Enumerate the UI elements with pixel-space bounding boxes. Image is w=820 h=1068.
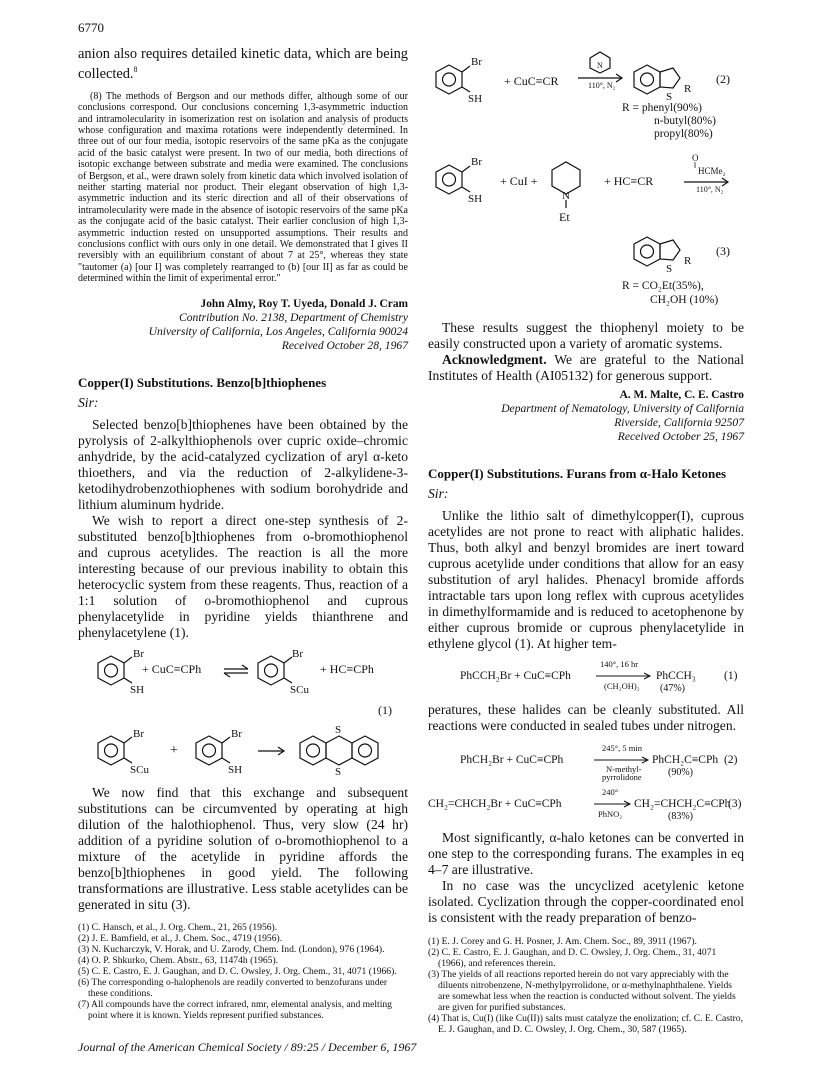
paragraph: peratures, these halides can be cleanly substituted. All reactions were conducted in sealed tubes under nitrogen. (428, 702, 744, 733)
eq2-yield: propyl(80%) (654, 128, 713, 140)
reaction-solvent: pyrrolidone (602, 772, 642, 782)
svg-text:S: S (335, 765, 342, 778)
reaction-reactants: PhCH₂Br + CuC≡CPh (460, 754, 564, 766)
svg-text:SH: SH (468, 193, 483, 205)
eq2-yield: R = phenyl(90%) (622, 102, 702, 114)
reaction-conditions: 140°, 16 hr (600, 659, 639, 669)
paragraph: We wish to report a direct one-step synthesis of 2-substituted benzo[b]thiophenes from o-bromothiophenol and cuprous acetylides. The reaction is all the more interesting because of our previous inability to obtain this heterocyclic system from these reagents. Thus, reaction of a 1:1 solution of o-bromothiophenol and cuprous phenylacetylide in pyridine yields thianthrene and phenylacetylene (1). (78, 512, 408, 640)
equation-2-scheme (428, 48, 744, 140)
reaction-conditions: 245°, 5 min (602, 743, 642, 753)
reaction-2 (428, 742, 744, 780)
svg-text:O: O (692, 153, 699, 163)
footnote: (4) O. P. Shkurko, Chem. Abstr., 63, 11474h (1965). (78, 954, 279, 966)
footnote: (1) E. J. Corey and G. H. Posner, J. Am. Chem. Soc., 89, 3911 (1967). (428, 936, 697, 947)
note-8: (8) The methods of Bergson and our methods differ, although some of our conclusions correspond. Our conclusions concerning 1,3-asymmetric induction and intramolecularity in isomerization rest on isolation and analysis of products whose configuration and maxima rotations were independently determined. In three out of our four media, isotopic reservoirs of the same pKa as the conjugate acid of the basic catalyst were present. In two of our media, both directions of isotopic exchange between substrate and media were examined. The conclusions of Bergson, et al., were drawn solely from kinetic data which involved isolation of neither starting material nor product. Their elegant observation of high 1,3-asymmetric induction and its steric direction and all of their observations of intramolecularity were made in the absence of isotopic reservoirs of the same pKa as the conjugate acid of the basic catalyst. Their earlier conclusion of high 1,3-asymmetric induction rested on unsupported assumptions. Their results and conclusions conflict with ours only in one detail. We demonstrated that I gives II reversibly with an equilibrium constant of about 7 at 25°, whereas they state "tautomer (a) [our I] was completely rearranged to (b) [our II] as far as could be determined within the limit of experimental error." (78, 90, 408, 285)
eq3-yield: R = CO₂Et(35%), (622, 280, 704, 292)
svg-text:SCu: SCu (290, 683, 309, 696)
right-column (428, 48, 744, 1035)
reaction-arrow (594, 756, 650, 764)
footnote: (5) C. E. Castro, E. J. Gaughan, and D. C. Owsley, J. Org. Chem., 31, 4071 (1966). (78, 965, 397, 977)
eq3-reagent-above: HCMe₂ (698, 166, 726, 176)
equation-number: (1) (378, 702, 392, 717)
svg-text:N: N (597, 61, 603, 70)
paragraph: We now find that this exchange and subsequent substitutions can be circumvented by operating at high dilution of the halothiophenol. Thus, very slow (24 hr) addition of a pyridine solution of o-bromothiophenol to a mixture of the acetylide in pyridine affords the benzo[b]thiophenes in good yield. The following transformations are illustrative. Less stable acetylides can be generated in situ (3). (78, 784, 408, 912)
reaction-3 (428, 786, 744, 822)
equation-number: (2) (716, 72, 730, 86)
author-names: John Almy, Roy T. Uyeda, Donald J. Cram (200, 297, 408, 310)
signature-block-2 (428, 388, 744, 444)
footnote: (2) C. E. Castro, E. J. Gaughan, and D. C. Owsley, J. Org. Chem., 31, 4071 (1966), and references therein. (428, 947, 717, 969)
eq3-yield: CH₂OH (10%) (650, 294, 719, 306)
reaction-1 (428, 656, 744, 696)
footnote: (3) The yields of all reactions reported herein do not vary appreciably with the diluents nitrobenzene, N-methylpyrrolidone, or α-methylnaphthalene. Yields are somewhat less when the reaction is conducted without solvent. The yields are given for purified substances. (428, 969, 736, 1013)
reaction-solvent: N-methyl- (606, 764, 642, 774)
eq1-reagent: + CuC≡CPh (142, 661, 202, 676)
svg-text:Br: Br (231, 727, 242, 740)
paragraph: Unlike the lithio salt of dimethylcopper(I), cuprous acetylides are not prone to react with aliphatic halides. Thus, both alkyl and benzyl bromides are inert toward cuprous acetylide under conditions that allow for an easy substitution of aryl halides. Phenacyl bromide affords intractable tars upon long reflex with cuprous acetylides in dimethylformamide and is reduced to acetophenone by either cuprous bromide or cuprous phenylacetylide in ethylene glycol (1). At higher tem- (428, 508, 744, 651)
svg-text:S: S (666, 91, 673, 103)
reaction-solvent: (CH₂OH)₂ (604, 681, 640, 691)
reaction-arrow (594, 800, 632, 808)
article-title: Copper(I) Substitutions. Benzo[b]thiophenes (78, 374, 327, 390)
reaction-yield: (47%) (660, 683, 685, 694)
svg-text:SCu: SCu (130, 763, 149, 776)
svg-text:Br: Br (471, 56, 482, 68)
footnote: (7) All compounds have the correct infrared, nmr, elemental analysis, and melting point where it is known. Yields represent purified substances. (78, 998, 392, 1021)
footnote: (1) C. Hansch, et al., J. Org. Chem., 21, 265 (1956). (78, 921, 278, 933)
svg-text:R: R (684, 255, 692, 267)
salutation: Sir: (78, 394, 99, 410)
svg-text:SH: SH (468, 93, 483, 105)
svg-text:+: + (170, 742, 178, 758)
svg-text:Br: Br (292, 647, 303, 660)
equation-number: (3) (728, 798, 742, 810)
paragraph: In no case was the uncyclized acetylenic ketone isolated. Cyclization through the copper-coordinated enol is consistent with the ready preparation of benzo- (428, 878, 744, 925)
footnote: (6) The corresponding o-halophenols are readily converted to benzofurans under these conditions. (78, 976, 388, 999)
reaction-conditions: 240° (602, 787, 619, 797)
svg-text:N: N (562, 190, 570, 202)
svg-text:‖: ‖ (694, 161, 697, 170)
affiliation: University of California, Los Angeles, California 90024 (148, 324, 408, 338)
page-number: 6770 (78, 20, 104, 35)
svg-text:S: S (335, 723, 342, 736)
equation-number: (2) (724, 754, 738, 766)
reaction-solvent: PhNO₂ (598, 809, 623, 819)
received-date: Received October 28, 1967 (281, 338, 408, 352)
svg-text:S: S (666, 263, 673, 275)
paragraph: Most significantly, α-halo ketones can be converted in one step to the corresponding furans. The examples in eq 4–7 are illustrative. (428, 830, 744, 877)
reaction-yield: (90%) (668, 767, 693, 778)
eq3-reagent: + HC≡CR (604, 174, 654, 188)
left-column (78, 46, 408, 1021)
svg-text:SH: SH (130, 683, 145, 696)
paragraph: Selected benzo[b]thiophenes have been obtained by the pyrolysis of 2-alkylthiophenols over cupric oxide–chromic anhydride, by the acid-catalyzed cyclization of aryl α-keto thioethers, and via the reduction of 2-alkylidene-3-ketodihydrobenzothiophenes with sodium borohydride and lithium aluminum hydride. (78, 416, 408, 512)
equation-3-scheme (428, 144, 744, 312)
received-date: Received October 25, 1967 (617, 430, 744, 443)
footnotes-left (78, 922, 408, 1021)
eq1-product: + HC≡CPh (320, 661, 374, 676)
svg-text:R: R (684, 83, 692, 95)
article-title: Copper(I) Substitutions. Furans from α-Halo Ketones (428, 466, 727, 481)
eq3-conditions: 110°, N₂ (696, 185, 724, 194)
intro-text: anion also requires detailed kinetic data, which are being collected.$^8$ (78, 46, 408, 82)
footnote: (4) That is, Cu(I) (like Cu(II)) salts must catalyze the enolization; cf. C. E. Castro, E. J. Gaughan, and D. C. Owsley, J. Org. Chem., 30, 587 (1965). (428, 1013, 743, 1035)
reaction-product: CH₂=CHCH₂C≡CPh (634, 798, 731, 810)
equation-1-scheme (78, 645, 408, 785)
footnote: (2) J. E. Bamfield, et al., J. Chem. Soc., 4719 (1956). (78, 932, 283, 944)
reaction-product: PhCCH₃ (656, 670, 696, 682)
signature-block-1 (78, 297, 408, 353)
acknowledgment: Acknowledgment. We are grateful to the National Institutes of Health (AI05132) for generous support. (428, 352, 744, 383)
affiliation: Riverside, California 92507 (614, 416, 744, 429)
affiliation: Contribution No. 2138, Department of Chemistry (179, 310, 408, 324)
reaction-reactants: CH₂=CHCH₂Br + CuC≡CPh (428, 798, 562, 810)
reaction-reactants: PhCCH₂Br + CuC≡CPh (460, 670, 571, 682)
ack-heading: Acknowledgment. (442, 352, 547, 367)
svg-text:SH: SH (228, 763, 243, 776)
eq2-conditions: 110°, N₂ (588, 81, 616, 90)
salutation: Sir: (428, 486, 449, 501)
reaction-product: PhCH₂C≡CPh (652, 754, 719, 766)
equation-number: (1) (724, 670, 738, 682)
affiliation: Department of Nematology, University of California (501, 402, 744, 415)
equation-number: (3) (716, 244, 730, 258)
footnote: (3) N. Kucharczyk, V. Horak, and U. Zarody, Chem. Ind. (London), 976 (1964). (78, 943, 385, 955)
eq3-reagent: + CuI + (500, 174, 538, 188)
reaction-yield: (83%) (668, 811, 693, 822)
author-names: A. M. Malte, C. E. Castro (619, 389, 744, 401)
svg-text:Br: Br (471, 156, 482, 168)
eq2-reagent: + CuC≡CR (504, 74, 559, 88)
eq2-yield: n-butyl(80%) (654, 115, 716, 127)
svg-text:Br: Br (133, 727, 144, 740)
paragraph: These results suggest the thiophenyl moiety to be easily constructed upon a variety of aromatic systems. (428, 320, 744, 351)
reaction-arrow (596, 672, 652, 680)
journal-footer: Journal of the American Chemical Society / 89:25 / December 6, 1967 (78, 1040, 417, 1054)
footnotes-right (428, 936, 744, 1035)
eq3-ethyl: Et (559, 210, 570, 224)
svg-text:Br: Br (133, 647, 144, 660)
